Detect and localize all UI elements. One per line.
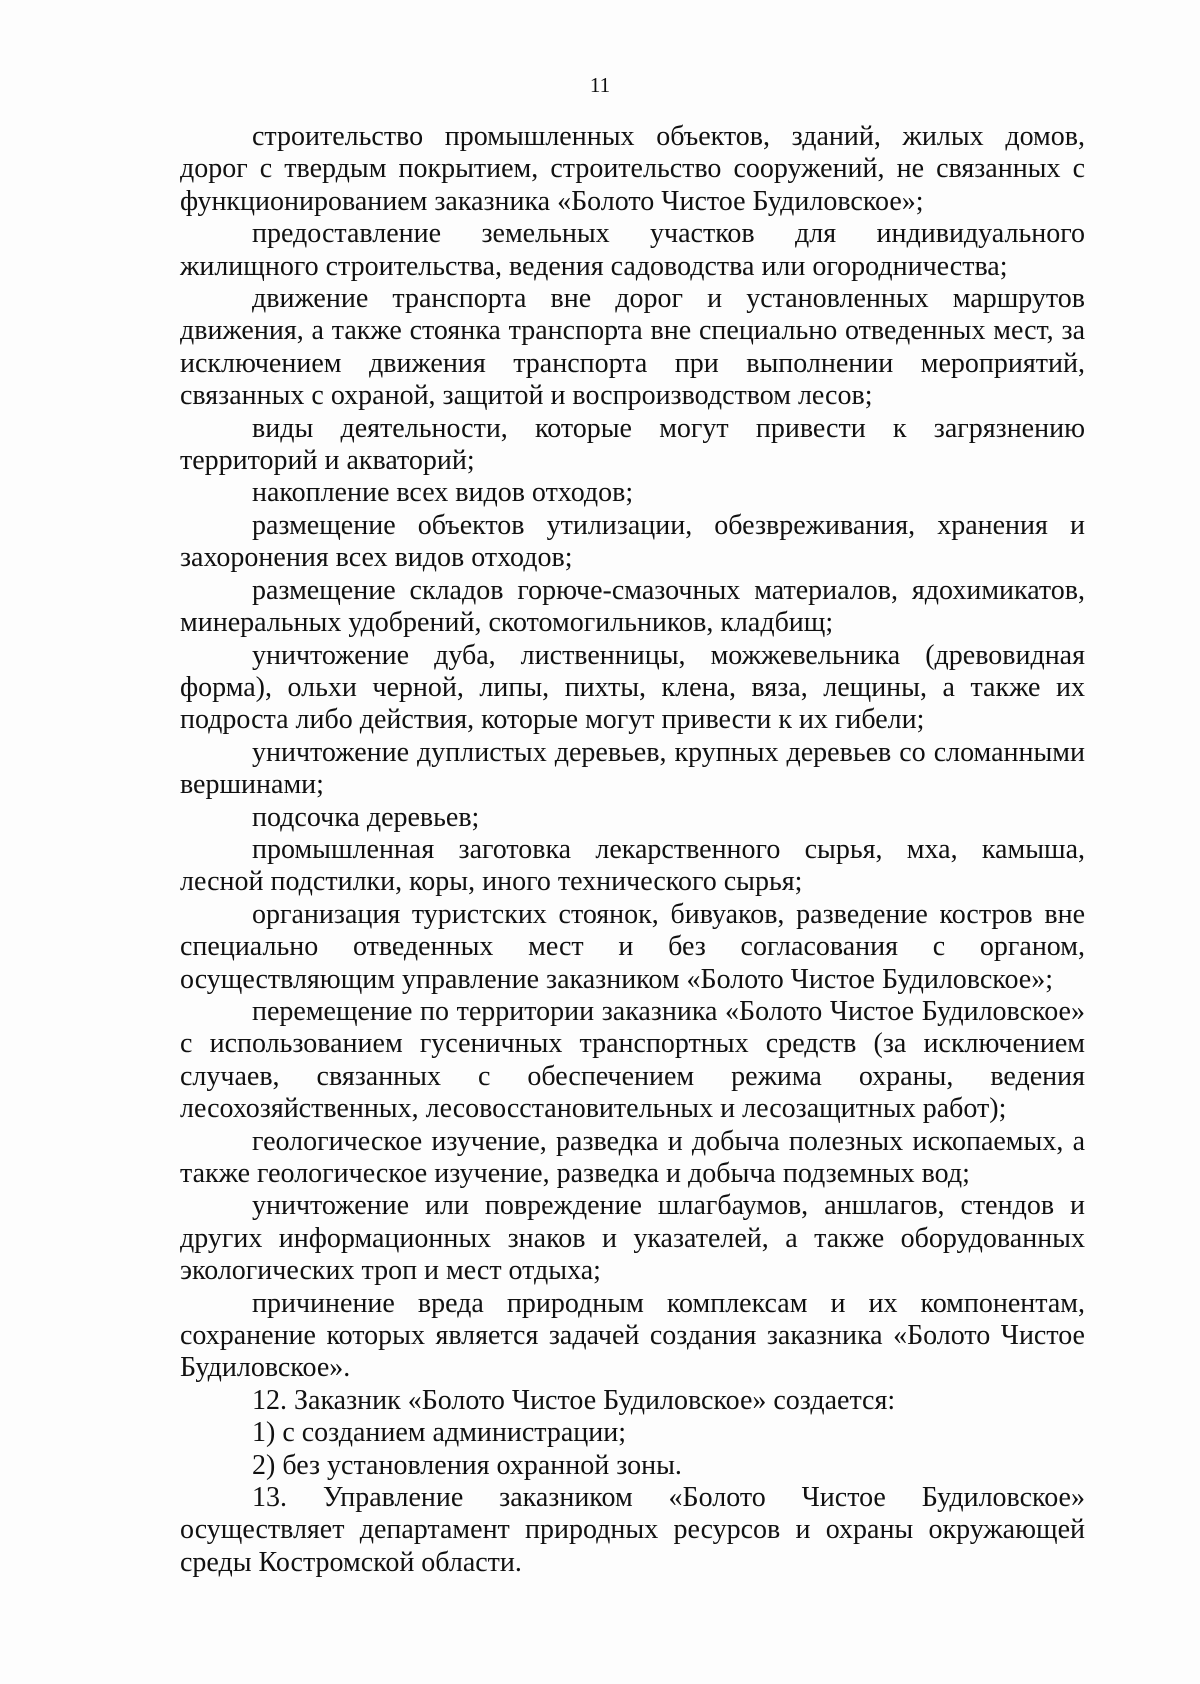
paragraph-land-allocation: предоставление земельных участков для индивидуального жилищного строительства, ведения садоводства или огородничества; <box>180 218 1085 282</box>
paragraph-tourist-camps: организация туристских стоянок, бивуаков, разведение костров вне специально отведенных мест и без согласования с органом, осуществляющим управление заказником «Болото Чистое Будиловское»; <box>180 898 1085 995</box>
paragraph-item-13: 13. Управление заказником «Болото Чистое Будиловское» осуществляет департамент природных ресурсов и охраны окружающей среды Костромской области. <box>180 1482 1085 1578</box>
paragraph-storage-placement: размещение складов горюче-смазочных материалов, ядохимикатов, минеральных удобрений, скотомогильников, кладбищ; <box>180 574 1085 639</box>
paragraph-waste-facilities: размещение объектов утилизации, обезвреживания, хранения и захоронения всех видов отходов; <box>180 509 1085 574</box>
paragraph-item-12-2: 2) без установления охранной зоны. <box>252 1449 682 1481</box>
document-body <box>180 121 1085 1579</box>
paragraph-natural-complex-harm: причинение вреда природным комплексам и их компонентам, сохранение которых является задачей создания заказника «Болото Чистое Будиловское». <box>180 1287 1085 1384</box>
paragraph-tapping: подсочка деревьев; <box>252 801 480 833</box>
paragraph-signs-damage: уничтожение или повреждение шлагбаумов, аншлагов, стендов и других информационных знаков и указателей, а также оборудованных экологических троп и мест отдыха; <box>180 1190 1085 1287</box>
paragraph-tree-destruction: уничтожение дуба, лиственницы, можжевельника (древовидная форма), ольхи черной, липы, пихты, клена, вяза, лещины, а также их подроста либо действия, которые могут привести к их гибели; <box>180 639 1085 736</box>
paragraph-item-12-1: 1) с созданием администрации; <box>252 1417 627 1449</box>
page-number: 11 <box>589 73 611 97</box>
paragraph-item-12: 12. Заказник «Болото Чистое Будиловское» создается: <box>252 1384 896 1416</box>
paragraph-construction-ban: строительство промышленных объектов, зданий, жилых домов, дорог с твердым покрытием, строительство сооружений, не связанных с функционированием заказника «Болото Чистое Будиловское»; <box>180 121 1085 217</box>
paragraph-pollution-activities: виды деятельности, которые могут привести к загрязнению территорий и акваторий; <box>180 412 1085 477</box>
paragraph-hollow-trees: уничтожение дуплистых деревьев, крупных деревьев со сломанными вершинами; <box>180 736 1085 801</box>
paragraph-transport-movement: движение транспорта вне дорог и установленных маршрутов движения, а также стоянка транспорта вне специально отведенных мест, за исключением движения транспорта при выполнении мероприятий, связанных с охраной, защитой и воспроизводством лесов; <box>180 283 1085 412</box>
paragraph-tracked-vehicles: перемещение по территории заказника «Болото Чистое Будиловское» с использованием гусеничных транспортных средств (за исключением случаев, связанных с обеспечением режима охраны, ведения лесохозяйственных, лесовосстановительных и лесозащитных работ); <box>180 995 1085 1125</box>
paragraph-raw-material-harvest: промышленная заготовка лекарственного сырья, мха, камыша, лесной подстилки, коры, иного технического сырья; <box>180 833 1085 898</box>
paragraph-waste-accumulation: накопление всех видов отходов; <box>252 477 634 509</box>
paragraph-geological-study: геологическое изучение, разведка и добыча полезных ископаемых, а также геологическое изучение, разведка и добыча подземных вод; <box>180 1125 1085 1189</box>
